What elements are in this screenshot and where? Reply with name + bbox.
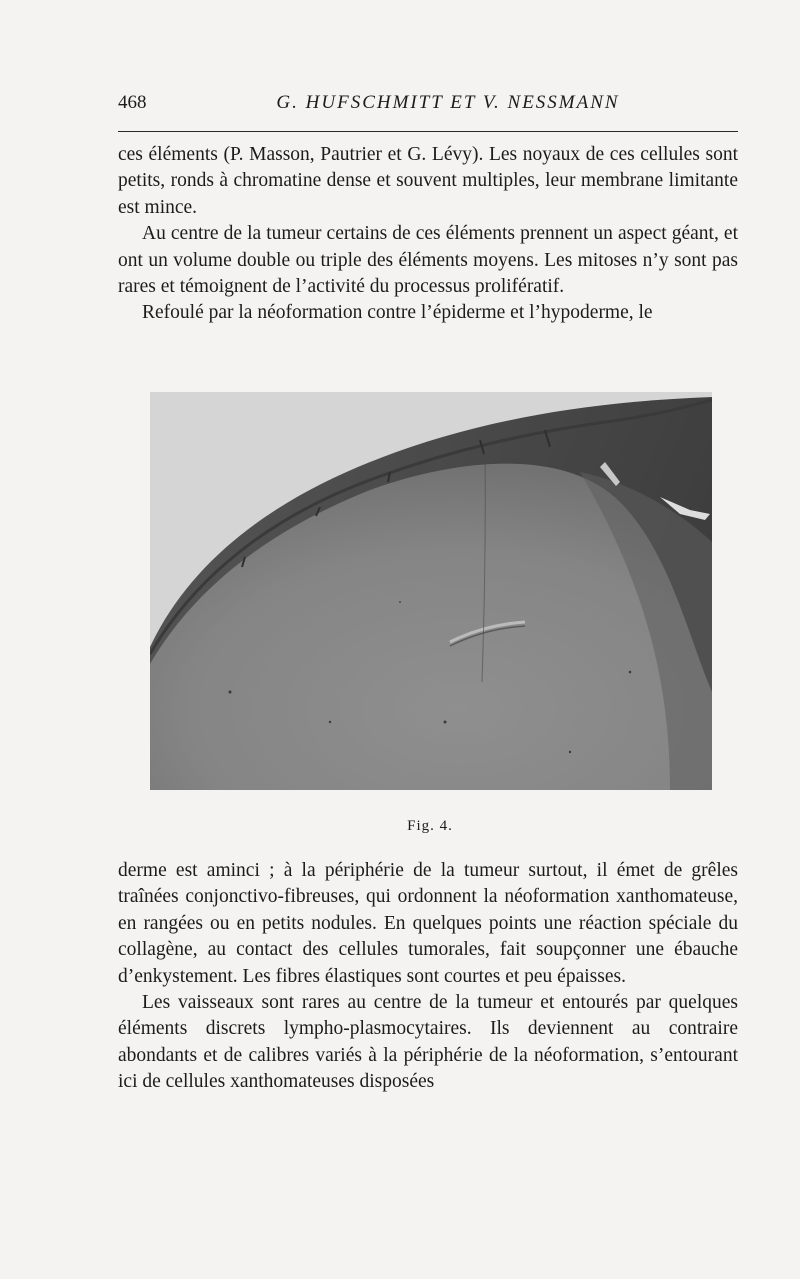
page-number: 468 <box>118 92 147 113</box>
running-title: G. HUFSCHMITT ET V. NESSMANN <box>276 92 620 113</box>
micrograph-image <box>150 392 712 790</box>
page-header <box>118 92 738 122</box>
text-block-top <box>118 142 738 327</box>
paragraph: derme est aminci ; à la périphérie de la tumeur surtout, il émet de grêles traînées conjonctivo-fibreuses, qui ordonnent la néoformation xanthomateuse, en rangées ou en petits nodules. En quelques points une réaction spéciale du collagène, au contact des cellules tumorales, fait soupçonner une ébauche d’enkystement. Les fibres élastiques sont courtes et peu épaisses. <box>118 860 738 987</box>
figure-caption: Fig. 4. <box>407 818 453 834</box>
paragraph: Au centre de la tumeur certains de ces éléments prennent un aspect géant, et ont un volume double ou triple des éléments moyens. Les mitoses n’y sont pas rares et témoignent de l’activité du processus prolifératif. <box>118 223 738 298</box>
text-block-bottom <box>118 858 738 1096</box>
header-rule <box>118 131 738 132</box>
paragraph: Les vaisseaux sont rares au centre de la tumeur et entourés par quelques éléments discrets lympho-plasmocytaires. Ils deviennent au contraire abondants et de calibres variés à la périphérie de la néoformation, s’entourant ici de cellules xanthomateuses disposées <box>118 992 738 1093</box>
micrograph-figure <box>150 392 712 790</box>
paragraph: Refoulé par la néoformation contre l’épiderme et l’hypoderme, le <box>142 302 653 324</box>
paragraph: ces éléments (P. Masson, Pautrier et G. Lévy). Les noyaux de ces cellules sont petits, ronds à chromatine dense et souvent multiples, leur membrane limitante est mince. <box>118 144 738 218</box>
